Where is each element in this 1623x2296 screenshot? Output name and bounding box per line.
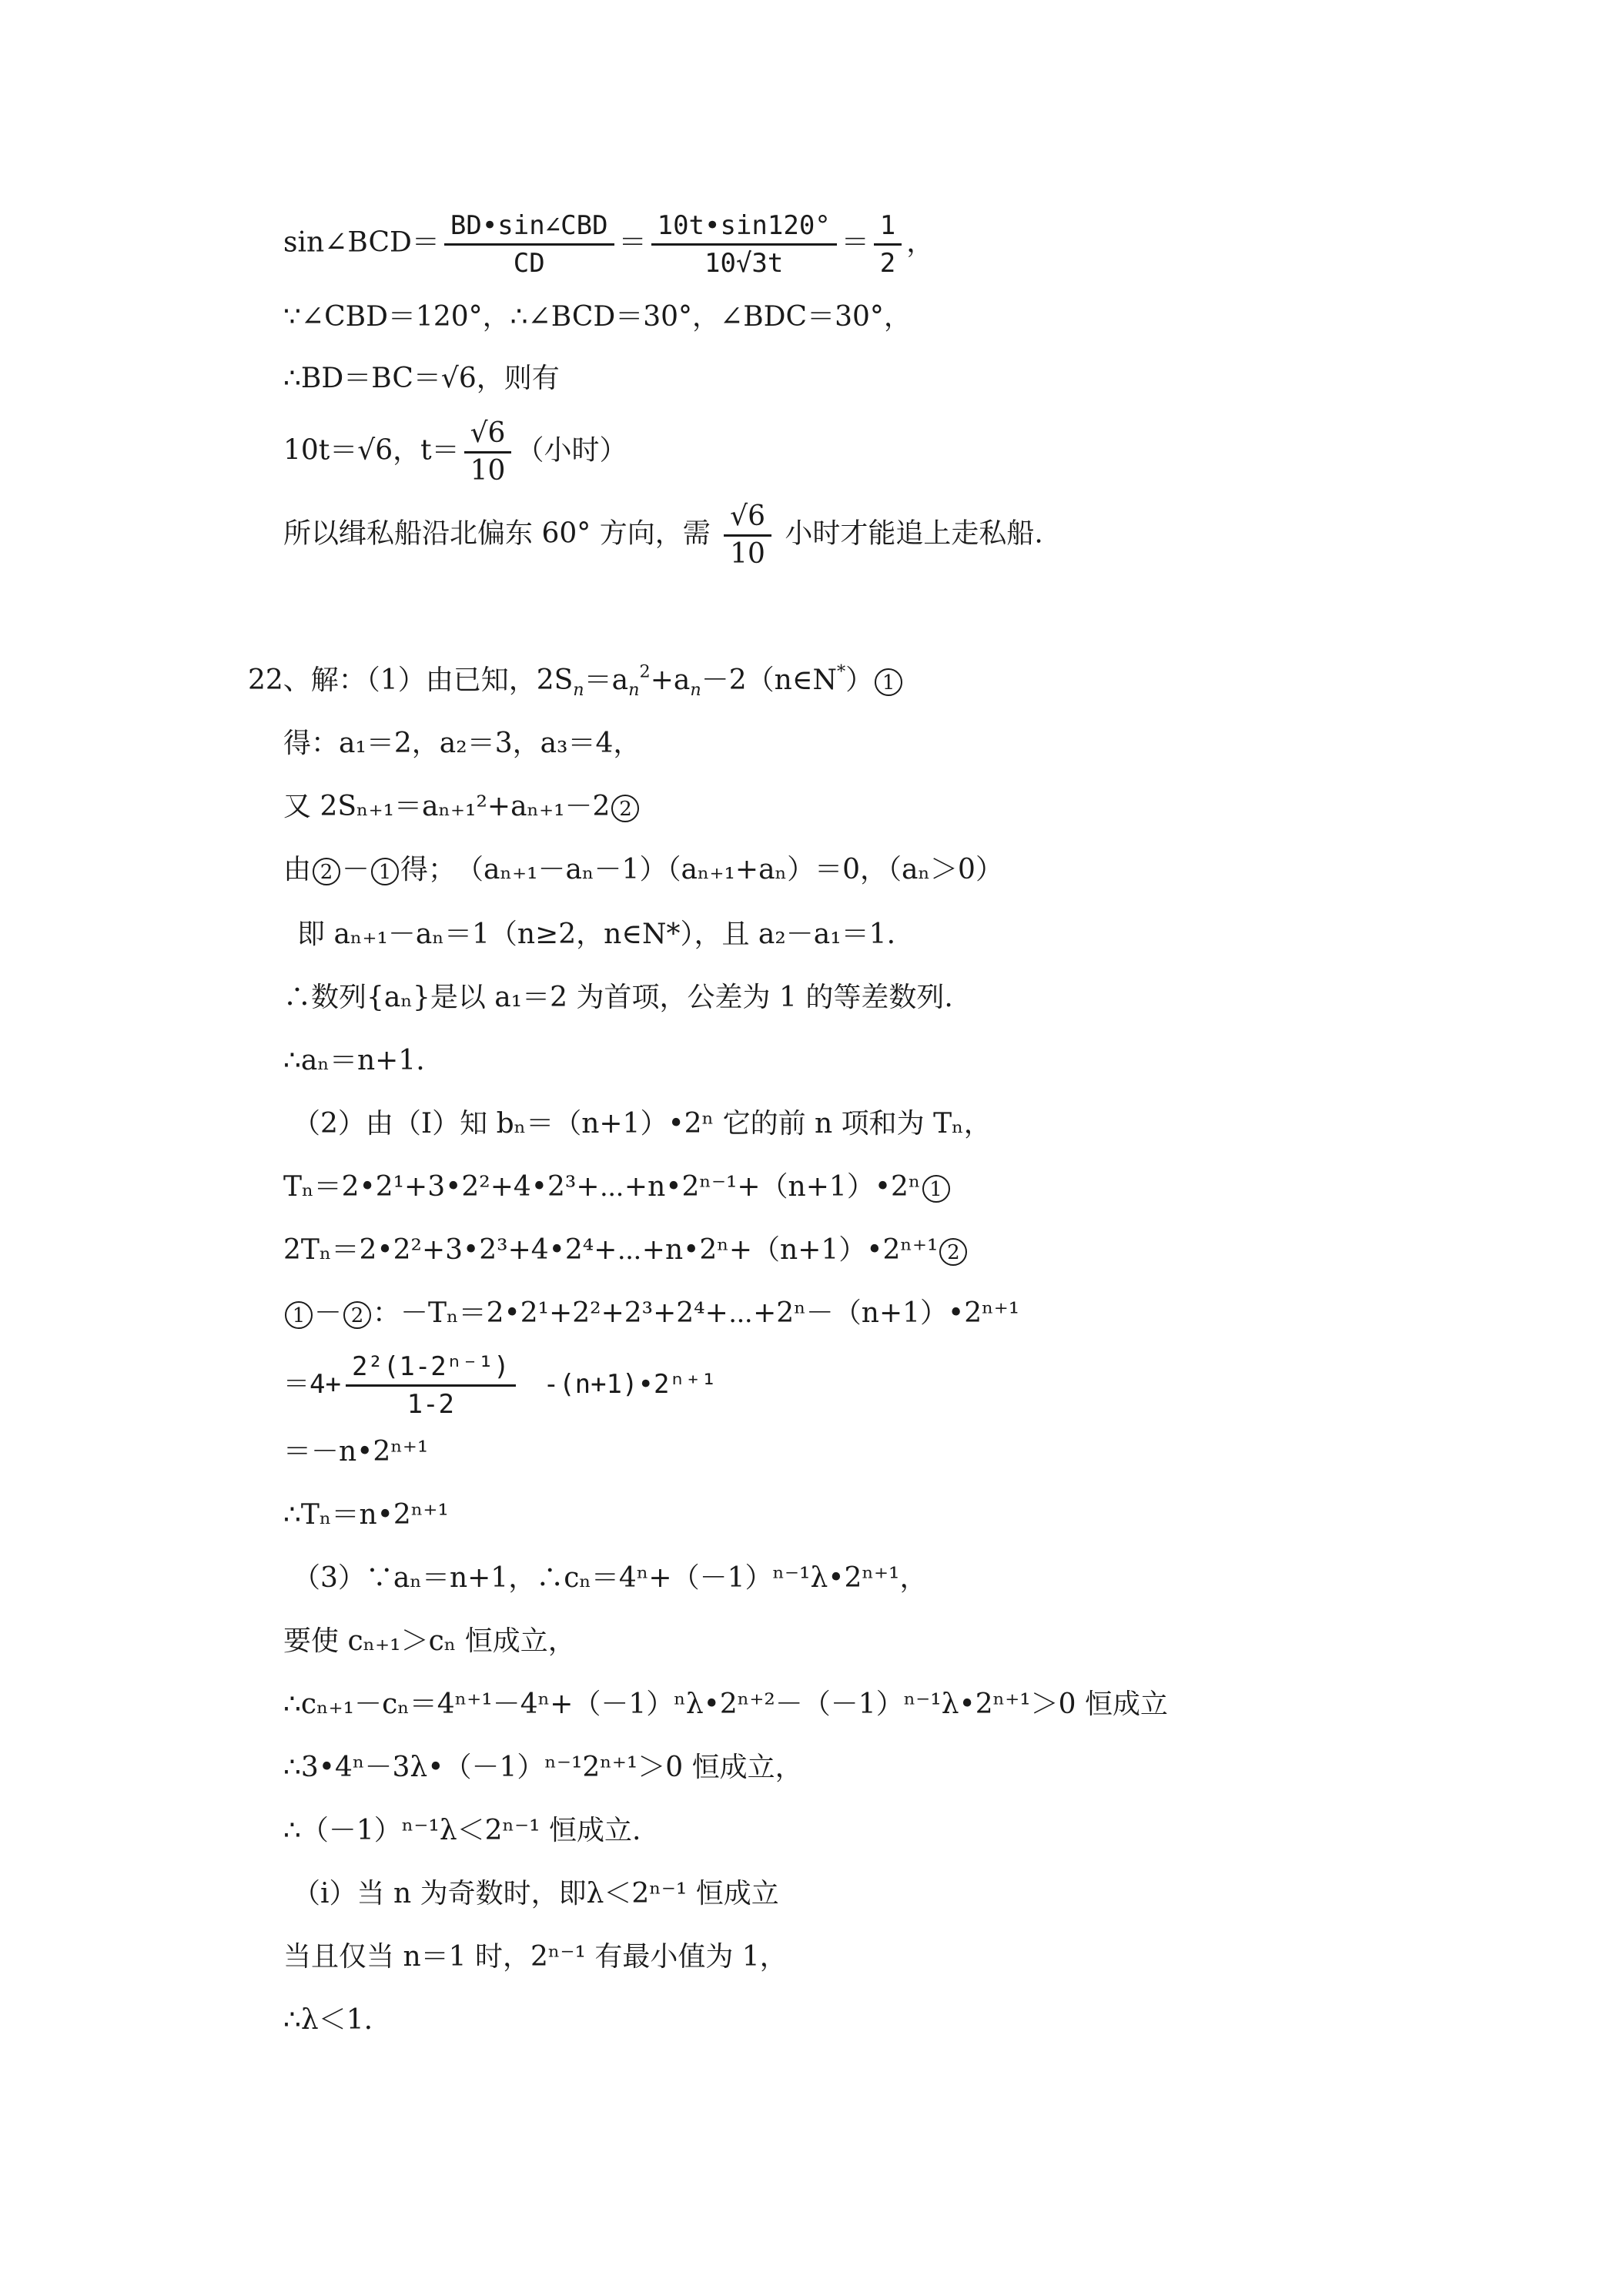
sum-fraction-num: 2²(1-2ⁿ⁻¹) xyxy=(346,1349,516,1387)
time-fraction xyxy=(464,416,512,489)
line-22-21: 当且仅当 n＝1 时，2ⁿ⁻¹ 有最小值为 1， xyxy=(283,1941,788,1973)
conclusion-fraction-den: 10 xyxy=(730,538,765,570)
time-post: （小时） xyxy=(516,434,627,467)
line-22-9-text: Tₙ＝2•2¹+3•2²+4•2³+⋯+n•2ⁿ⁻¹+（n+1）•2ⁿ xyxy=(283,1171,921,1203)
fraction-2-num: 10t•sin120° xyxy=(651,208,837,246)
equation-sin-bcd xyxy=(283,208,934,281)
line-22-6: ∴数列{aₙ}是以 a₁＝2 为首项，公差为 1 的等差数列. xyxy=(283,982,953,1013)
line-conclusion-21 xyxy=(283,499,1043,572)
line-22-16: 要使 cₙ₊₁＞cₙ 恒成立， xyxy=(283,1625,576,1657)
line-22-7: ∴aₙ＝n+1. xyxy=(283,1045,425,1076)
line-22-10-text: 2Tₙ＝2•2²+3•2³+4•2⁴+⋯+n•2ⁿ+（n+1）•2ⁿ⁺¹ xyxy=(283,1234,939,1266)
circled-number: 2 xyxy=(939,1238,967,1266)
heading-mid: ＝a xyxy=(584,664,629,696)
line-22-11-dash: － xyxy=(314,1297,343,1329)
time-fraction-den: 10 xyxy=(470,455,506,487)
circled-number: 1 xyxy=(371,858,399,885)
line-22-15: （3）∵aₙ＝n+1，∴cₙ＝4ⁿ+（－1）ⁿ⁻¹λ•2ⁿ⁺¹， xyxy=(293,1562,928,1594)
circled-number: 1 xyxy=(285,1301,313,1329)
line-22-10 xyxy=(283,1232,969,1269)
line-22-3-text: 又 2Sₙ₊₁＝aₙ₊₁²+aₙ₊₁－2 xyxy=(283,791,611,822)
line-22-17: ∴cₙ₊₁－cₙ＝4ⁿ⁺¹－4ⁿ+（－1）ⁿλ•2ⁿ⁺²－（－1）ⁿ⁻¹λ•2ⁿ⁺¹＞0 恒成立 xyxy=(283,1689,1169,1720)
heading-tail: －2（n∈N xyxy=(701,664,837,696)
line-22-4-text: 得； （aₙ₊₁－aₙ－1）（aₙ₊₁+aₙ）＝0，（aₙ＞0） xyxy=(400,854,1003,885)
line-angles: ∵∠CBD＝120°，∴∠BCD＝30°，∠BDC＝30°， xyxy=(283,301,912,333)
line-22-2: 得：a₁＝2，a₂＝3，a₃＝4， xyxy=(283,728,641,759)
circled-number: 2 xyxy=(313,858,340,885)
fraction-3 xyxy=(874,208,902,281)
fraction-1-num: BD•sin∠CBD xyxy=(444,208,614,246)
line-22-22: ∴λ＜1. xyxy=(283,2004,373,2036)
sum-fraction xyxy=(346,1349,516,1422)
conclusion-fraction-num: √6 xyxy=(724,499,771,537)
line-22-4-dash: － xyxy=(342,854,370,885)
fraction-2 xyxy=(651,208,837,281)
time-pre: 10t＝√6，t＝ xyxy=(283,434,460,467)
line-22-12-post: -(n+1)•2ⁿ⁺¹ xyxy=(543,1369,717,1400)
line-22-8: （2）由（Ⅰ）知 bₙ＝（n+1）•2ⁿ 它的前 n 项和为 Tₙ， xyxy=(293,1108,992,1140)
circled-number: 1 xyxy=(922,1175,950,1203)
circled-number: 2 xyxy=(343,1301,371,1329)
sum-fraction-den: 1-2 xyxy=(407,1389,455,1420)
line-22-14: ∴Tₙ＝n•2ⁿ⁺¹ xyxy=(283,1499,449,1531)
line-22-9 xyxy=(283,1169,952,1206)
eq-lhs: sin∠BCD＝ xyxy=(283,226,440,259)
fraction-2-den: 10√3t xyxy=(704,248,784,279)
line-22-18: ∴3•4ⁿ－3λ•（－1）ⁿ⁻¹2ⁿ⁺¹＞0 恒成立， xyxy=(283,1752,803,1783)
time-fraction-num: √6 xyxy=(464,416,512,454)
heading-pre: 22、解：（1）由已知，2S xyxy=(248,664,574,696)
line-22-13: ＝－n•2ⁿ⁺¹ xyxy=(283,1436,429,1468)
fraction-3-den: 2 xyxy=(879,248,896,279)
line-22-4 xyxy=(283,852,1003,889)
heading-end: ） xyxy=(845,664,874,696)
line-22-19: ∴（－1）ⁿ⁻¹λ＜2ⁿ⁻¹ 恒成立. xyxy=(283,1815,641,1846)
line-22-3 xyxy=(283,788,641,825)
line-22-20: （ⅰ）当 n 为奇数时，即λ＜2ⁿ⁻¹ 恒成立 xyxy=(293,1878,779,1909)
line-22-12-pre: ＝4+ xyxy=(283,1369,341,1400)
fraction-1-den: CD xyxy=(513,248,545,279)
conclusion-post: 小时才能追上走私船. xyxy=(775,517,1043,550)
fraction-3-num: 1 xyxy=(874,208,902,246)
line-22-5: 即 aₙ₊₁－aₙ＝1（n≥2，n∈N*），且 a₂－a₁＝1. xyxy=(297,919,896,950)
circled-number: 2 xyxy=(611,795,639,822)
equals-2: ＝ xyxy=(841,226,869,259)
line-bd-bc: ∴BD＝BC＝√6，则有 xyxy=(283,363,560,394)
line-22-11-text: ：－Tₙ＝2•2¹+2²+2³+2⁴+⋯+2ⁿ－（n+1）•2ⁿ⁺¹ xyxy=(373,1297,1020,1329)
circled-number: 1 xyxy=(875,668,902,696)
line-22-12 xyxy=(283,1349,717,1422)
line-22-heading: 22、解：（1）由已知，$2S_n=a_n^2+a_n-2(n\in N^*)$ 1 xyxy=(248,662,904,699)
line-22-11 xyxy=(283,1295,1019,1332)
line-22-4-pre: 由 xyxy=(283,854,312,885)
eq-tail: ， xyxy=(906,226,935,259)
fraction-1 xyxy=(444,208,614,281)
equals-1: ＝ xyxy=(618,226,647,259)
conclusion-fraction xyxy=(724,499,771,572)
line-time xyxy=(283,416,627,489)
heading-rest: +a xyxy=(650,664,691,696)
conclusion-pre: 所以缉私船沿北偏东 60° 方向，需 xyxy=(283,517,720,550)
